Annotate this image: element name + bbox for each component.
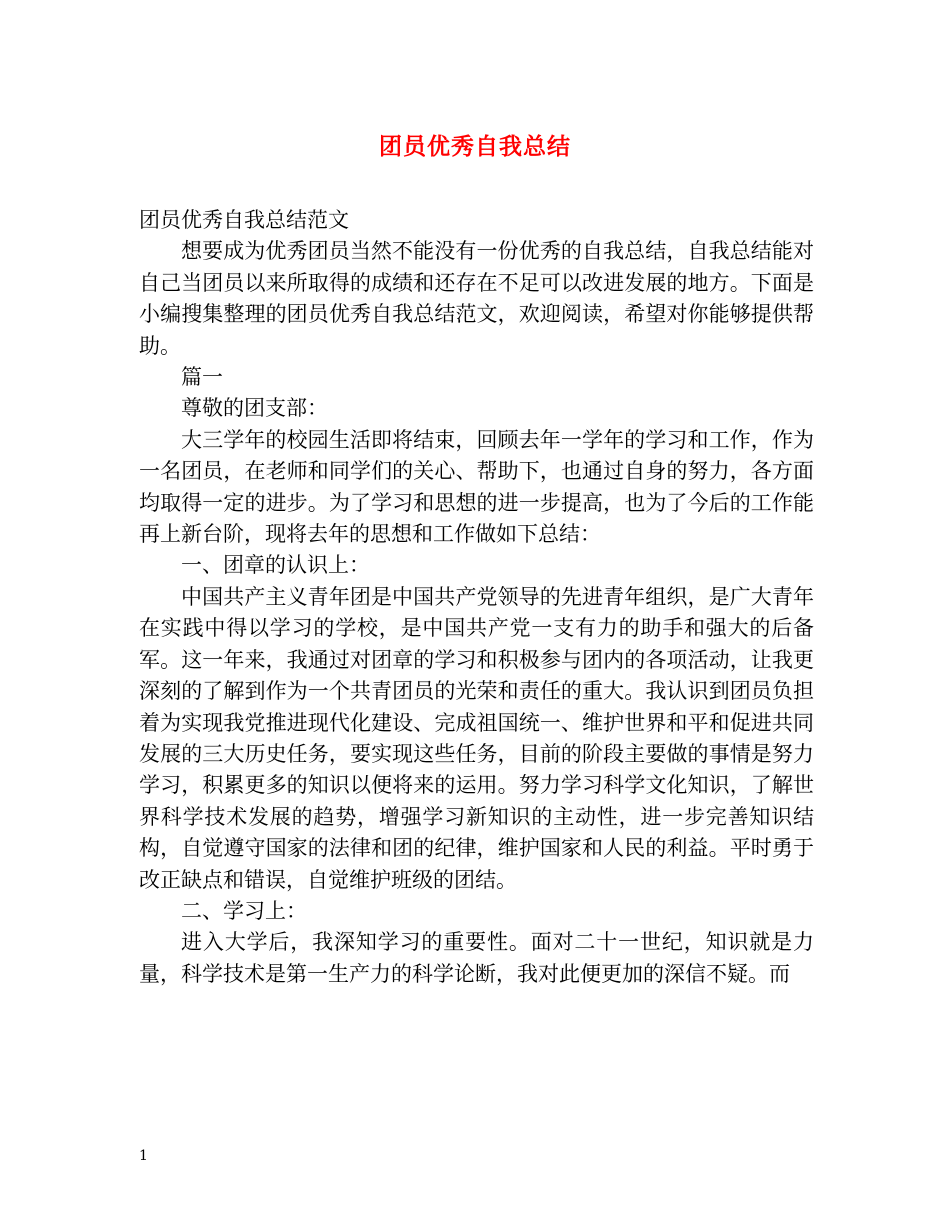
document-subtitle: 团员优秀自我总结范文	[139, 208, 349, 232]
paragraph: 二、学习上：	[181, 898, 307, 923]
document-body	[139, 205, 814, 990]
paragraph: 中国共产主义青年团是中国共产党领导的先进青年组织，是广大青年在实践中得以学习的学校，是中国共产党一支有力的助手和强大的后备军。这一年来，我通过对团章的学习和积极参与团内的各项活动，让我更深刻的了解到作为一个共青团员的光荣和责任的重大。我认识到团员负担着为实现我党推进现代化建设、完成祖国统一、维护世界和平和促进共同发展的三大历史任务，要实现这些任务，目前的阶段主要做的事情是努力学习，积累更多的知识以便将来的运用。努力学习科学文化知识，了解世界科学技术发展的趋势，增强学习新知识的主动性，进一步完善知识结构，自觉遵守国家的法律和团的纪律，维护国家和人民的利益。平时勇于改正缺点和错误，自觉维护班级的团结。	[139, 584, 814, 892]
paragraph: 一、团章的认识上：	[181, 553, 370, 578]
paragraph: 大三学年的校园生活即将结束，回顾去年一学年的学习和工作，作为一名团员，在老师和同学们的关心、帮助下，也通过自身的努力，各方面均取得一定的进步。为了学习和思想的进一步提高，也为了今后的工作能再上新台阶，现将去年的思想和工作做如下总结：	[139, 427, 814, 547]
page-number: 1	[139, 1148, 148, 1164]
paragraph: 进入大学后，我深知学习的重要性。面对二十一世纪，知识就是力量，科学技术是第一生产力的科学论断，我对此便更加的深信不疑。而	[139, 930, 814, 986]
paragraph: 尊敬的团支部：	[181, 396, 328, 421]
paragraph: 想要成为优秀团员当然不能没有一份优秀的自我总结，自我总结能对自己当团员以来所取得的成绩和还存在不足可以改进发展的地方。下面是小编搜集整理的团员优秀自我总结范文，欢迎阅读，希望对你能够提供帮助。	[139, 239, 814, 358]
document-title: 团员优秀自我总结	[379, 133, 571, 160]
paragraph: 篇一	[181, 365, 223, 390]
